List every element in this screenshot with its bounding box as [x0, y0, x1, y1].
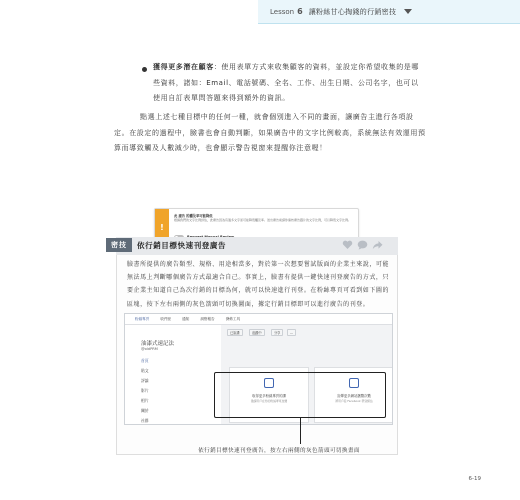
comment-icon: [357, 240, 368, 250]
tip-tag: 密技: [106, 238, 132, 252]
bullet-dot: [142, 67, 147, 72]
promo-card-title: 宣傳更多網站瀏覽次數: [337, 394, 371, 398]
promo-card-subtitle: 將用戶從 Facebook 帶到網站: [335, 399, 373, 403]
bullet-text: ：使用表單方式來收集顧客的資料，並設定你希望收集的是哪些資料，諸如：Email、電話號碼、全名、工作、出生日期、公司名字，也可以使用自訂表單問答題來得到額外的資訊。: [153, 63, 420, 102]
highlight-outline: [214, 372, 386, 418]
tip-body: 臉書所提供的廣告類型、規格、用途相當多，對於第一次想要嘗試版面的企業主來說，可能無法馬上判斷哪個廣告方式最適合自己。事實上，臉書有提供一鍵快速刊登廣告的方式，只要企業主知道自己為次行銷的目標為何，就可以快速進行刊登。在粉絲專頁可看到如下圖的區塊，按下左右兩側的灰色箭頭可切換圖面，據定行銷目標即可以進行廣告的刊登。: [127, 261, 390, 308]
tab-publishing-tools[interactable]: 發佈工具: [225, 316, 241, 321]
page-number: 6-19: [468, 476, 481, 482]
sidebar-item-videos[interactable]: 影片: [141, 388, 149, 393]
chapter-header: [258, 0, 520, 24]
chapter-title: 讓粉絲甘心掏錢的行銷密技: [308, 7, 397, 16]
following-button[interactable]: 追蹤中: [249, 329, 265, 336]
page-sidebar: [125, 325, 220, 425]
share-button[interactable]: 分享: [271, 329, 283, 336]
warning-description: 根據我們的文字比例評估，此廣告因為有過多文字而可能降低觸及率。送出廣告前請你審核廣告圖片的文字比例，可以降低文字比例。: [174, 218, 352, 222]
liked-button[interactable]: 已說讚: [227, 329, 243, 336]
lesson-label: Lesson: [270, 7, 295, 16]
warning-title: 此 廣告 的觸及率可能降低: [174, 214, 213, 218]
warning-icon: !: [155, 209, 169, 245]
figure-caption: [0, 446, 520, 454]
callout-line: [300, 418, 301, 444]
sidebar-item-about[interactable]: 關於: [141, 408, 149, 413]
tab-insights[interactable]: 洞察報告: [200, 316, 215, 321]
more-button[interactable]: …: [287, 329, 296, 336]
body-paragraph: 點選上述七種目標中的任何一種，就會個別進入不同的畫面，讓廣告主進行各項設定。在設定的過程中，臉書也會自動判斷，如果廣告中的文字比例較高，系統無法有效運用預算而導致觸及人數減少時，也會顯示警告視窗來提醒你注意喔！: [114, 113, 426, 152]
sidebar-item-reviews[interactable]: 評論: [141, 378, 149, 383]
promo-card-subtitle: 邀請用戶在你的粉絲專頁按讚: [250, 399, 288, 403]
share-icon: [372, 240, 383, 250]
lesson-number: 6: [297, 7, 303, 16]
promo-card-title: 取得更多粉絲專頁的讚: [252, 394, 286, 398]
heart-icon: [342, 240, 353, 250]
tab-notifications[interactable]: 通知: [182, 316, 190, 321]
page-name[interactable]: 油漆式速記法: [141, 341, 175, 347]
bullet-lead: 獲得更多潛在顧客: [153, 63, 214, 71]
bullet-paragraph: [153, 60, 423, 107]
figure-caption-text: 依行銷目標快速刊登廣告，按左右兩側的灰色箭頭可切換畫面: [198, 448, 360, 454]
tab-inbox[interactable]: 收件匣: [160, 316, 172, 321]
tip-title: 依行銷目標快速刊登廣告: [137, 241, 227, 250]
page-handle: @oldPRM: [141, 347, 158, 351]
sidebar-item-posts[interactable]: 貼文: [141, 368, 149, 373]
sidebar-item-community[interactable]: 社群: [141, 418, 149, 423]
tab-page[interactable]: 粉絲專頁: [135, 316, 150, 321]
sidebar-item-photos[interactable]: 相片: [141, 398, 149, 403]
sidebar-item-home[interactable]: 首頁: [141, 358, 149, 363]
page-tabs: [125, 314, 392, 325]
triangle-down-icon: [404, 9, 412, 14]
